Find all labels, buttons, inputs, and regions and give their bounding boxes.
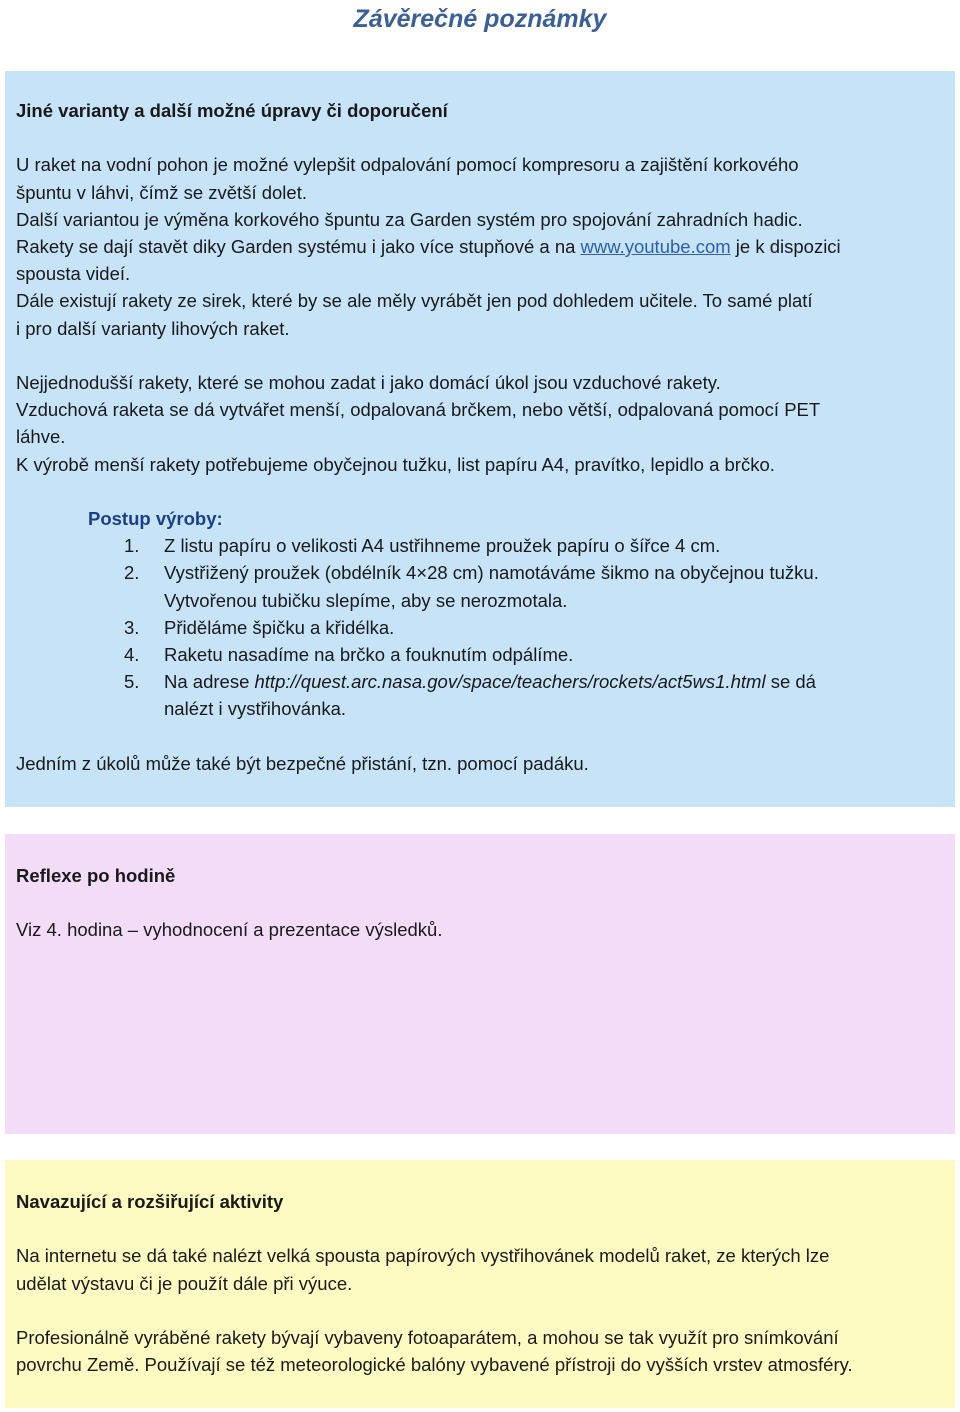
text-line: Dále existují rakety ze sirek, které by se ale měly vyrábět jen pod dohledem učitele. To samé platí xyxy=(16,290,813,312)
step-text: Z listu papíru o velikosti A4 ustřihneme proužek papíru o šířce 4 cm. xyxy=(164,535,721,557)
step-number: 1. xyxy=(124,535,140,557)
page-title: Závěrečné poznámky xyxy=(353,5,607,33)
text-fragment: je k dispozici xyxy=(730,236,841,257)
text-line: láhve. xyxy=(16,426,66,448)
nasa-url: http://quest.arc.nasa.gov/space/teachers/rockets/act5ws1.html xyxy=(254,671,766,693)
reflection-heading: Reflexe po hodině xyxy=(16,865,176,886)
step-text: Na adrese http://quest.arc.nasa.gov/space/teachers/rockets/act5ws1.html se dá nalézt i vystřihovánka. xyxy=(164,671,816,720)
step-number: 5. xyxy=(124,671,140,693)
text-line xyxy=(16,233,944,260)
step-text: Vystřižený proužek (obdélník 4×28 cm) namotáváme šikmo na obyčejnou tužku. Vytvořenou tubičku slepíme, aby se nerozmotala. xyxy=(164,562,819,611)
step-number: 4. xyxy=(124,644,140,666)
extension-section xyxy=(5,1160,955,1408)
text-line: udělat výstavu či je použít dále při výuce. xyxy=(16,1272,353,1294)
step-text: Přiděláme špičku a křidélka. xyxy=(164,616,395,638)
list-item xyxy=(88,532,944,559)
list-item xyxy=(88,559,944,613)
step-text: Raketu nasadíme na brčko a fouknutím odpálíme. xyxy=(164,644,574,666)
list-item xyxy=(88,614,944,641)
alternatives-section xyxy=(5,71,955,807)
closing-text: Jedním z úkolů může také být bezpečné přistání, tzn. pomocí padáku. xyxy=(16,752,589,774)
text-line: i pro další varianty lihových raket. xyxy=(16,317,290,339)
text-fragment: Rakety se dají stavět diky Garden systému i jako více stupňové a na xyxy=(16,236,581,257)
step-number: 2. xyxy=(124,562,140,584)
text-line: Vzduchová raketa se dá vytvářet menší, odpalovaná brčkem, nebo větší, odpalovaná pomocí PET xyxy=(16,399,821,421)
text-line: Nejjednodušší rakety, které se mohou zadat i jako domácí úkol jsou vzduchové rakety. xyxy=(16,372,721,393)
text-line: Profesionálně vyráběné rakety bývají vybaveny fotoaparátem, a mohou se tak využít pro snímkování xyxy=(16,1326,839,1348)
reflection-section xyxy=(5,834,955,1134)
reflection-text: Viz 4. hodina – vyhodnocení a prezentace výsledků. xyxy=(16,919,443,941)
steps-list xyxy=(88,505,944,723)
text-line: spousta videí. xyxy=(16,263,131,285)
youtube-link[interactable]: www.youtube.com xyxy=(580,236,731,257)
text-line: povrchu Země. Používají se též meteorologické balóny vybavené přístroji do vyšších vrstev atmosféry. xyxy=(16,1354,853,1376)
text-line: U raket na vodní pohon je možné vylepšit odpalování pomocí kompresoru a zajištění korkového xyxy=(16,154,799,176)
text-line: Na internetu se dá také nalézt velká spousta papírových vystřihovánek modelů raket, ze kterých lze xyxy=(16,1245,830,1267)
text-line: špuntu v láhvi, čímž se zvětší dolet. xyxy=(16,181,307,203)
steps-title: Postup výroby: xyxy=(88,508,223,529)
step-number: 3. xyxy=(124,616,140,638)
text-line: K výrobě menší rakety potřebujeme obyčejnou tužku, list papíru A4, pravítko, lepidlo a brčko. xyxy=(16,453,775,475)
list-item xyxy=(88,641,944,668)
extension-heading: Navazující a rozšiřující aktivity xyxy=(16,1191,284,1212)
alternatives-heading: Jiné varianty a další možné úpravy či doporučení xyxy=(16,100,448,121)
list-item xyxy=(88,668,944,722)
text-line: Další variantou je výměna korkového špuntu za Garden systém pro spojování zahradních hadic. xyxy=(16,208,803,230)
